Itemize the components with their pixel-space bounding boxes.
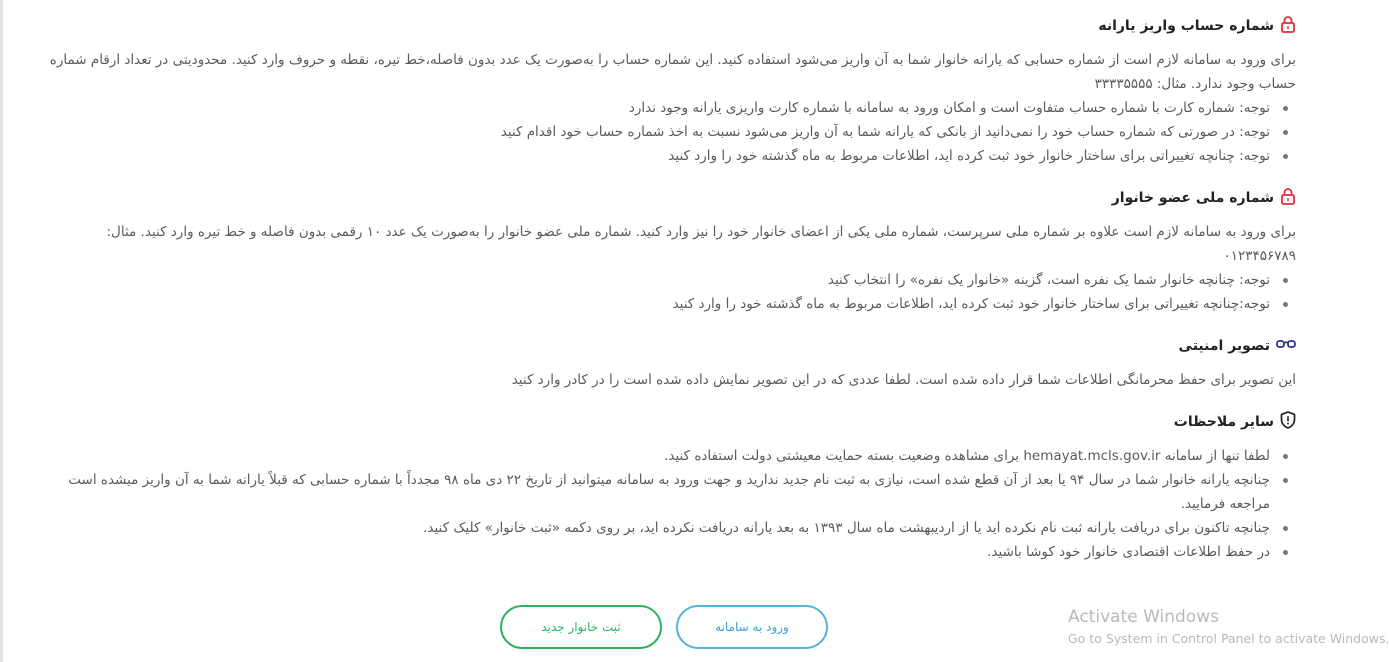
other-notes-section-title — [34, 410, 1296, 434]
national-id-paragraph: برای ورود به سامانه لازم است علاوه بر شماره ملی سرپرست، شماره ملی یکی از اعضای خانوار خود را نیز وارد کنید. شماره ملی عضو خانوار را به‌صورت یک عدد ۱۰ رقمی بدون فاصله و خط تیره وارد کنید. مثال: ۰۱۲۳۴۵۶۷۸۹ — [106, 224, 1296, 264]
list-item: توجه: چنانچه تغییراتی برای ساختار خانوار خود ثبت کرده اید، اطلاعات مربوط به ماه گذشته خود را وارد کنید — [34, 144, 1270, 168]
windows-activation-watermark — [1068, 606, 1389, 648]
account-paragraph: برای ورود به سامانه لازم است از شماره حسابی که یارانه خانوار شما به آن واریز می‌شود استفاده کنید. این شماره حساب را به‌صورت یک عدد بدون فاصله،خط تیره، نقطه و حروف وارد کنید. محدودیتی در تعداد ارقام شماره حساب وجود ندارد. مثال: ۳۳۳۳۵۵۵۵ — [49, 52, 1296, 92]
other-notes-list — [34, 444, 1296, 564]
lock-icon — [1280, 187, 1296, 209]
list-item: توجه: در صورتی که شماره حساب خود را نمی‌دانید از بانکی که یارانه شما به آن واریز می‌شود نسبت به اخذ شماره حساب خود اقدام کنید — [34, 120, 1270, 144]
account-notes — [34, 96, 1296, 168]
captcha-paragraph: این تصویر برای حفظ محرمانگی اطلاعات شما قرار داده شده است. لطفا عددی که در این تصویر نمایش داده شده است را در کادر وارد کنید — [511, 372, 1296, 388]
lock-icon — [1280, 15, 1296, 37]
captcha-section-title — [34, 334, 1296, 358]
national-id-section — [34, 186, 1296, 316]
glasses-icon — [1276, 338, 1296, 354]
list-item: چنانچه تاکنون برای دریافت یارانه ثبت نام نکرده اید یا از اردیبهشت ماه سال ۱۳۹۳ به بعد یارانه دریافت نکرده اید، بر روی دکمه «ثبت خانوار» کلیک کنید. — [34, 516, 1270, 540]
watermark-title: Activate Windows — [1068, 607, 1219, 627]
national-id-section-title — [34, 186, 1296, 210]
account-section — [34, 14, 1296, 168]
shield-alert-icon — [1280, 411, 1296, 433]
captcha-section — [34, 334, 1296, 392]
list-item: لطفا تنها از سامانه hemayat.mcls.gov.ir برای مشاهده وضعیت بسته حمایت معیشتی دولت استفاده کنید. — [34, 444, 1270, 468]
list-item: در حفظ اطلاعات اقتصادی خانوار خود کوشا باشید. — [34, 540, 1270, 564]
help-content — [34, 14, 1296, 582]
section-title-text: شماره ملی عضو خانوار — [1111, 190, 1274, 206]
national-id-notes — [34, 268, 1296, 316]
account-section-title — [34, 14, 1296, 38]
login-button[interactable]: ورود به سامانه — [676, 605, 828, 649]
section-title-text: شماره حساب واریز یارانه — [1098, 18, 1274, 34]
list-item: توجه:چنانچه تغییراتی برای ساختار خانوار خود ثبت کرده اید، اطلاعات مربوط به ماه گذشته خود را وارد کنید — [34, 292, 1270, 316]
section-title-text: سایر ملاحظات — [1173, 414, 1274, 430]
register-household-button[interactable]: ثبت خانوار جدید — [500, 605, 662, 649]
action-buttons — [500, 605, 828, 649]
list-item: چنانچه یارانه خانوار شما در سال ۹۴ یا بعد از آن قطع شده است، نیازی به ثبت نام جدید ندارید و جهت ورود به سامانه میتوانید از تاریخ ۲۲ دی ماه ۹۸ مجدداً با شماره حسابی که قبلاً یارانه شما به آن واریز میشده است مراجعه فرمایید. — [34, 468, 1270, 516]
list-item: توجه: چنانچه خانوار شما یک نفره است، گزینه «خانوار یک نفره» را انتخاب کنید — [34, 268, 1270, 292]
left-edge-divider — [0, 0, 3, 662]
watermark-subtitle: Go to System in Control Panel to activate Windows. — [1068, 631, 1389, 646]
list-item: توجه: شماره کارت با شماره حساب متفاوت است و امکان ورود به سامانه با شماره کارت واریزی یارانه وجود ندارد — [34, 96, 1270, 120]
other-notes-section — [34, 410, 1296, 564]
section-title-text: تصویر امنیتی — [1178, 338, 1270, 354]
